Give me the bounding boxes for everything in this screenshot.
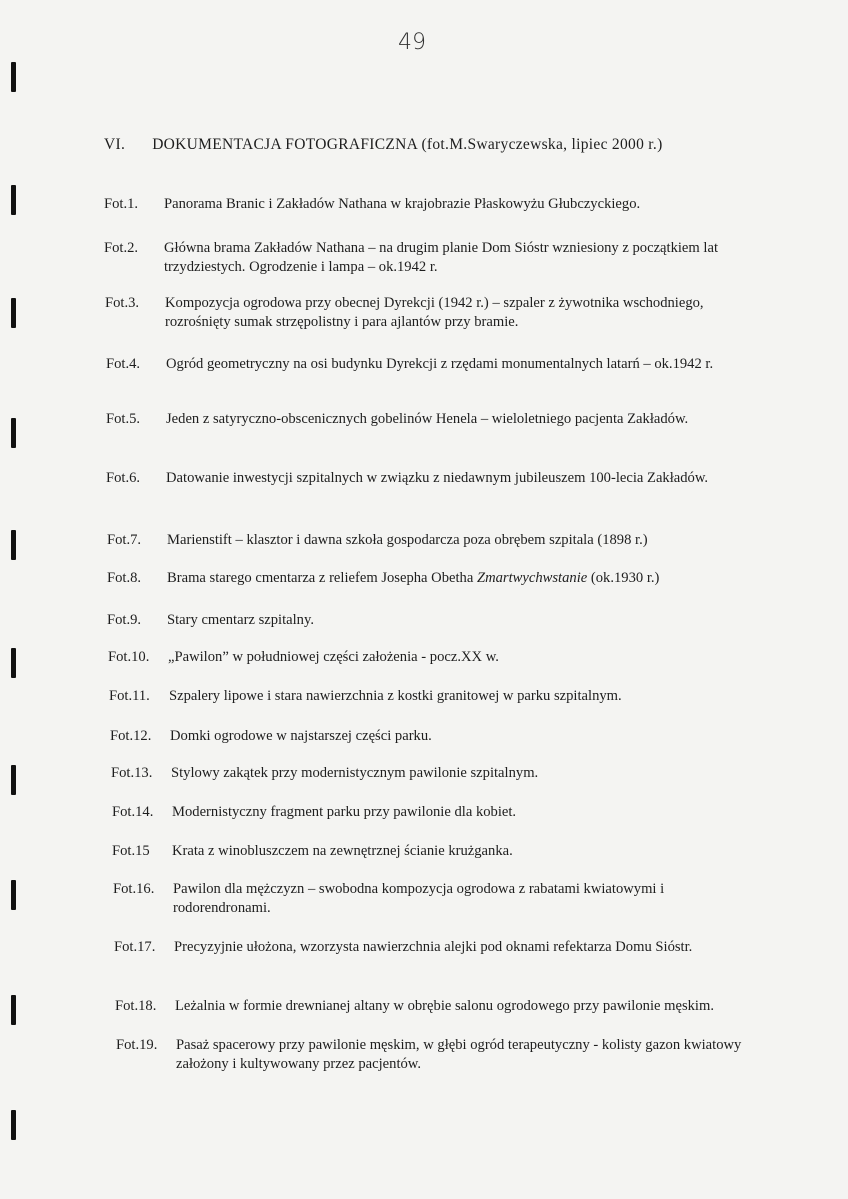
photo-entry (107, 569, 747, 588)
entry-number: Fot.19. (116, 1037, 158, 1053)
binder-mark (11, 648, 16, 678)
entry-number: Fot.9. (107, 612, 142, 628)
photo-entry (107, 531, 747, 550)
entry-number: Fot.12. (110, 728, 152, 744)
binder-mark (11, 298, 16, 328)
entry-number: Fot.15 (112, 843, 150, 859)
entry-number: Fot.10. (108, 649, 150, 665)
photo-entry (106, 469, 746, 488)
entry-text: Marienstift – klasztor i dawna szkoła gospodarcza poza obrębem szpitala (1898 r.) (167, 532, 648, 548)
entry-text: „Pawilon” w południowej części założenia - pocz.XX w. (168, 649, 499, 665)
section-number: VI. (104, 136, 126, 153)
section-note: (fot.M.Swaryczewska, lipiec 2000 r.) (421, 136, 663, 153)
entry-text: Krata z winobluszczem na zewnętrznej ścianie krużganka. (172, 843, 513, 859)
entry-text: Pasaż spacerowy przy pawilonie męskim, w głębi ogród terapeutyczny - kolisty gazon kwiatowy założony i kultywowany przez pacjentów. (176, 1037, 742, 1072)
entry-text: Precyzyjnie ułożona, wzorzysta nawierzchnia alejki pod oknami refektarza Domu Sióstr. (174, 939, 693, 955)
artwork-title: Zmartwychwstanie (476, 570, 588, 586)
entry-text: Kompozycja ogrodowa przy obecnej Dyrekcji (1942 r.) – szpaler z żywotnika wschodniego, rozrośnięty sumak strzępolistny i para ajlantów przy bramie. (165, 295, 704, 330)
photo-entry (104, 239, 744, 277)
entry-number: Fot.14. (112, 804, 154, 820)
entry-text (167, 569, 747, 588)
entry-text: Panorama Branic i Zakładów Nathana w krajobrazie Płaskowyżu Głubczyckiego. (164, 196, 641, 212)
entry-text: Szpalery lipowe i stara nawierzchnia z kostki granitowej w parku szpitalnym. (169, 688, 622, 704)
entry-text: Pawilon dla mężczyzn – swobodna kompozycja ogrodowa z rabatami kwiatowymi i rodorendronami. (173, 881, 665, 916)
photo-entry (112, 803, 752, 822)
entry-number: Fot.11. (109, 688, 150, 704)
entry-text: Ogród geometryczny na osi budynku Dyrekcji z rzędami monumentalnych latarń – ok.1942 r. (166, 356, 714, 372)
photo-entry (115, 997, 755, 1016)
photo-entry (112, 842, 752, 861)
entry-text: Domki ogrodowe w najstarszej części parku. (170, 728, 432, 744)
photo-entry (116, 1036, 756, 1074)
binder-mark (11, 1110, 16, 1140)
binder-mark (11, 185, 16, 215)
photo-entry (104, 195, 744, 214)
entry-text: Datowanie inwestycji szpitalnych w związku z niedawnym jubileuszem 100-lecia Zakładów. (166, 470, 709, 486)
binder-mark (11, 765, 16, 795)
binder-mark (11, 530, 16, 560)
photo-entry (105, 294, 745, 332)
entry-number: Fot.1. (104, 196, 139, 212)
photo-entry (106, 355, 746, 374)
binder-mark (11, 995, 16, 1025)
page-number: 49 (398, 30, 426, 55)
entry-number: Fot.2. (104, 240, 139, 256)
section-heading (104, 136, 663, 154)
entry-number: Fot.6. (106, 470, 141, 486)
entry-number: Fot.5. (106, 411, 141, 427)
photo-entry (107, 611, 747, 630)
photo-entry (114, 938, 754, 957)
photo-entry (109, 687, 749, 706)
entry-number: Fot.4. (106, 356, 141, 372)
entry-text: Główna brama Zakładów Nathana – na drugim planie Dom Sióstr wzniesiony z początkiem lat trzydziestych. Ogrodzenie i lampa – ok.1942 r. (164, 240, 718, 275)
binder-mark (11, 418, 16, 448)
photo-entry (113, 880, 753, 918)
photo-entry (110, 727, 750, 746)
entry-text-part: (ok.1930 r.) (587, 570, 660, 586)
entry-number: Fot.7. (107, 532, 142, 548)
photo-entry (106, 410, 746, 429)
binder-mark (11, 880, 16, 910)
entry-number: Fot.13. (111, 765, 153, 781)
entry-number: Fot.18. (115, 998, 157, 1014)
entry-text: Jeden z satyryczno-obscenicznych gobelinów Henela – wieloletniego pacjenta Zakładów. (166, 411, 689, 427)
photo-entry (108, 648, 748, 667)
entry-number: Fot.17. (114, 939, 156, 955)
entry-text: Stylowy zakątek przy modernistycznym pawilonie szpitalnym. (171, 765, 539, 781)
entry-number: Fot.8. (107, 570, 142, 586)
entry-number: Fot.3. (105, 295, 140, 311)
entry-text: Modernistyczny fragment parku przy pawilonie dla kobiet. (172, 804, 517, 820)
entry-text-part: Brama starego cmentarza z reliefem Josepha Obetha (167, 570, 477, 586)
section-title: DOKUMENTACJA FOTOGRAFICZNA (152, 136, 418, 153)
entry-number: Fot.16. (113, 881, 155, 897)
binder-mark (11, 62, 16, 92)
entry-text: Stary cmentarz szpitalny. (167, 612, 314, 628)
entry-text: Leżalnia w formie drewnianej altany w obrębie salonu ogrodowego przy pawilonie męskim. (175, 998, 714, 1014)
photo-entry (111, 764, 751, 783)
